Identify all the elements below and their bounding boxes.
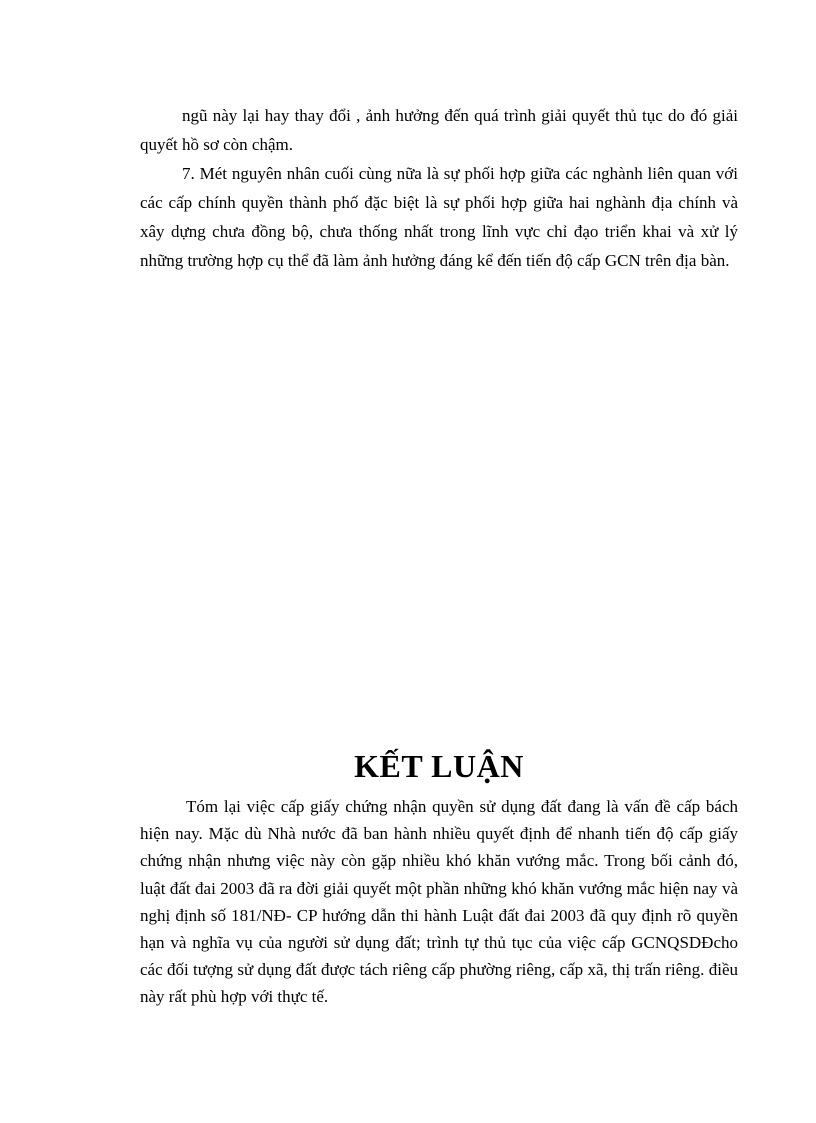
paragraph-procedure-delay: ngũ này lại hay thay đổi , ảnh hưởng đến quá trình giải quyết thủ tục do đó giải quyết hồ sơ còn chậm. (140, 106, 738, 154)
conclusion-paragraph: Tóm lại việc cấp giấy chứng nhận quyền sử dụng đất đang là vấn đề cấp bách hiện nay. Mặc dù Nhà nước đã ban hành nhiều quyết định để nhanh tiến độ cấp giấy chứng nhận nhưng việc này còn gặp nhiều khó khăn vướng mắc. Trong bối cảnh đó, luật đất đai 2003 đã ra đời giải quyết một phần những khó khăn vướng mắc hiện nay và nghị định số 181/NĐ- CP hướng dẫn thi hành Luật đất đai 2003 đã quy định rõ quyền hạn và nghĩa vụ của người sử dụng đất; trình tự thủ tục của việc cấp GCNQSDĐcho các đối tượng sử dụng đất được tách riêng cấp phường riêng, cấp xã, thị trấn riêng. điều này rất phù hợp với thực tế. (140, 797, 738, 1007)
paragraph-reason-7: 7. Mét nguyên nhân cuối cùng nữa là sự phối hợp giữa các nghành liên quan với các cấp chính quyền thành phố đặc biệt là sự phối hợp giữa hai nghành địa chính và xây dựng chưa đồng bộ, chưa thống nhất trong lĩnh vực chỉ đạo triển khai và xử lý những trường hợp cụ thể đã làm ảnh hưởng đáng kể đến tiến độ cấp GCN trên địa bàn. (140, 164, 738, 270)
conclusion-heading: KẾT LUẬN (354, 748, 524, 784)
